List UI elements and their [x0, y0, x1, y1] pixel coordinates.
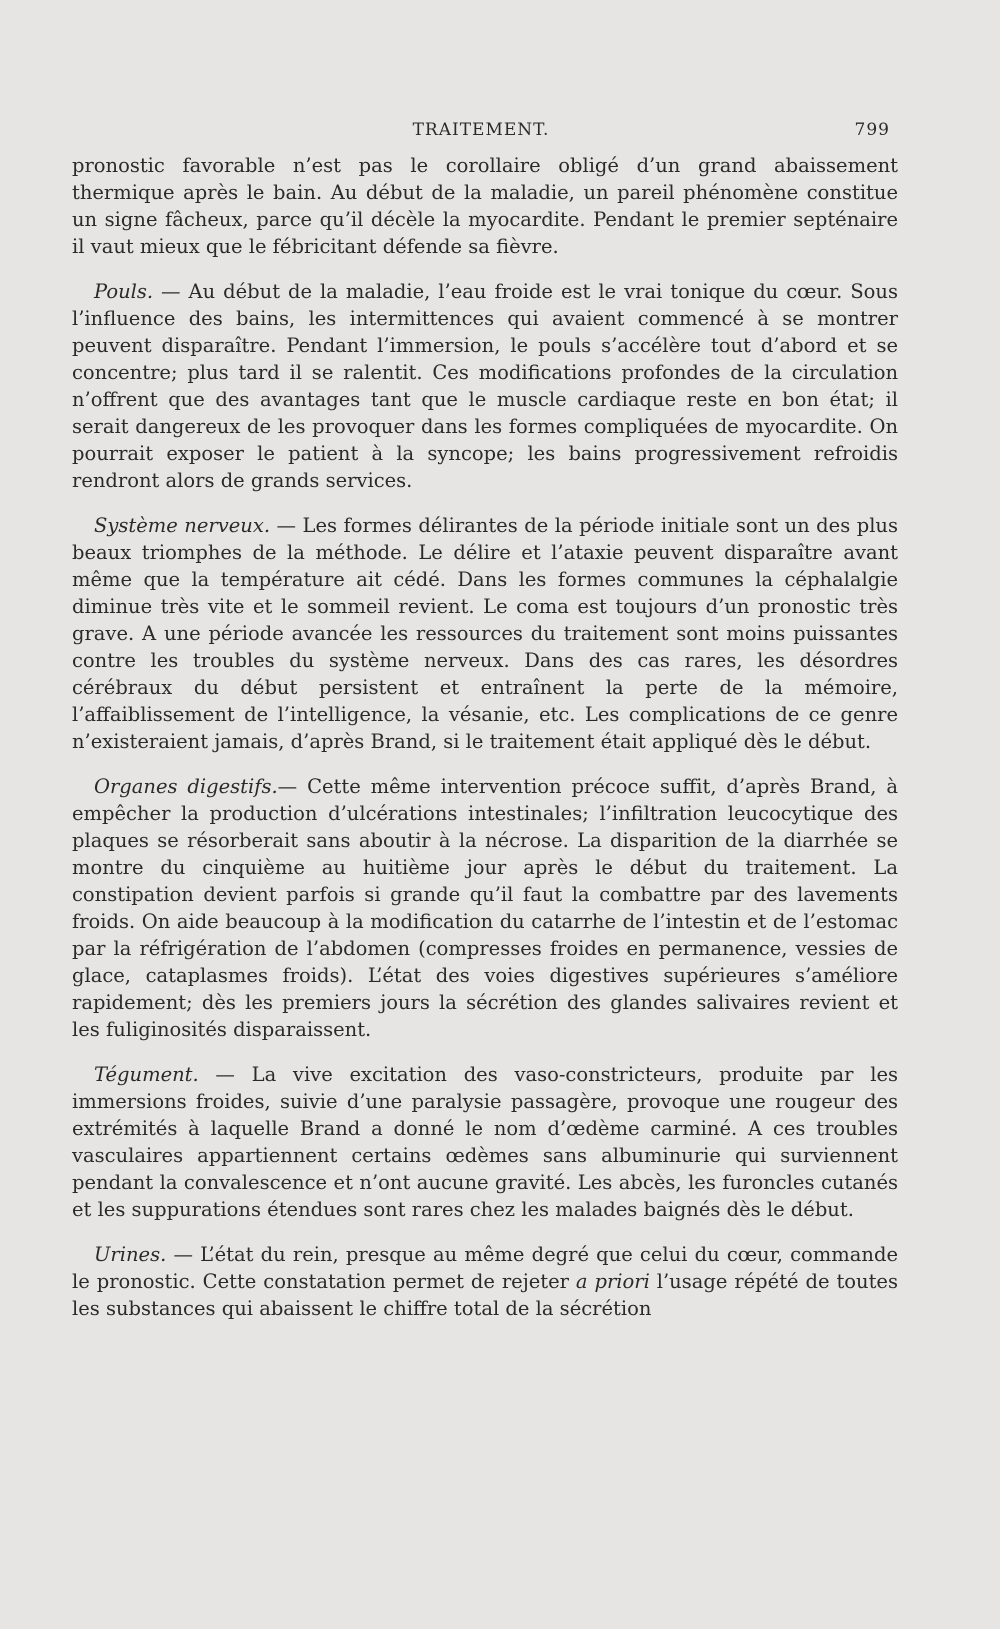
paragraph-text: — L’état du rein, presque au même degré que celui du cœur, commande le pronostic. Cette constatation permet de rejeter: [72, 1243, 898, 1293]
page-header: [72, 120, 890, 144]
paragraph-pouls: [72, 278, 898, 494]
paragraph-text: pronostic favorable n’est pas le corollaire obligé d’un grand abaissement thermique après le bain. Au début de la maladie, un pareil phénomène constitue un signe fâcheux, parce qu’il décèle la myocardite. Pendant le premier septénaire il vaut mieux que le fébricitant défende sa fièvre.: [72, 154, 898, 258]
paragraph-text: — La vive excitation des vaso-constricteurs, produite par les immersions froides, suivie d’une paralysie passagère, provoque une rougeur des extrémités à laquelle Brand a donné le nom d’œdème carminé. A ces troubles vasculaires appartiennent certains œdèmes sans albuminurie qui surviennent pendant la convalescence et n’ont aucune gravité. Les abcès, les furoncles cutanés et les suppurations étendues sont rares chez les malades baignés dès le début.: [72, 1063, 898, 1221]
section-lead-pouls: Pouls.: [94, 280, 154, 303]
section-lead-organes-digestifs: Organes digestifs.: [94, 775, 278, 798]
section-lead-systeme-nerveux: Système nerveux.: [94, 514, 271, 537]
paragraph-text: — Au début de la maladie, l’eau froide est le vrai tonique du cœur. Sous l’influence des bains, les intermittences qui avaient commencé à se montrer peuvent disparaître. Pendant l’immersion, le pouls s’accélère tout d’abord et se concentre; plus tard il se ralentit. Ces modifications profondes de la circulation n’offrent que des avantages tant que le muscle cardiaque reste en bon état; il serait dangereux de les provoquer dans les formes compliquées de myocardite. On pourrait exposer le patient à la syncope; les bains progressivement refroidis rendront alors de grands services.: [72, 280, 898, 492]
paragraph-text: — Les formes délirantes de la période initiale sont un des plus beaux triomphes de la méthode. Le délire et l’ataxie peuvent disparaître avant même que la température ait cédé. Dans les formes communes la céphalalgie diminue très vite et le sommeil revient. Le coma est toujours d’un pronostic très grave. A une période avancée les ressources du traitement sont moins puissantes contre les troubles du système nerveux. Dans des cas rares, les désordres cérébraux du début persistent et entraînent la perte de la mémoire, l’affaiblissement de l’intelligence, la vésanie, etc. Les complications de ce genre n’existeraient jamais, d’après Brand, si le traitement était appliqué dès le début.: [72, 514, 898, 753]
page-number: 799: [854, 120, 890, 140]
paragraph-urines: [72, 1241, 898, 1322]
paragraph-tegument: [72, 1061, 898, 1223]
body-text: [72, 152, 898, 1322]
paragraph-text: l’usage répété de toutes les substances qui abaissent le chiffre total de la sécrétion: [72, 1270, 898, 1320]
section-lead-tegument: Tégument.: [94, 1063, 199, 1086]
section-lead-urines: Urines.: [94, 1243, 167, 1266]
latin-phrase: a priori: [575, 1270, 650, 1293]
paragraph-organes-digestifs: [72, 773, 898, 1043]
paragraph-continued: [72, 152, 898, 260]
running-head: TRAITEMENT.: [412, 120, 550, 140]
paragraph-systeme-nerveux: [72, 512, 898, 755]
paragraph-text: — Cette même intervention précoce suffit, d’après Brand, à empêcher la production d’ulcérations intestinales; l’infiltration leucocytique des plaques se résorberait sans aboutir à la nécrose. La disparition de la diarrhée se montre du cinquième au huitième jour après le début du traitement. La constipation devient parfois si grande qu’il faut la combattre par des lavements froids. On aide beaucoup à la modification du catarrhe de l’intestin et de l’estomac par la réfrigération de l’abdomen (compresses froides en permanence, vessies de glace, cataplasmes froids). L’état des voies digestives supérieures s’améliore rapidement; dès les premiers jours la sécrétion des glandes salivaires revient et les fuliginosités disparaissent.: [72, 775, 899, 1041]
